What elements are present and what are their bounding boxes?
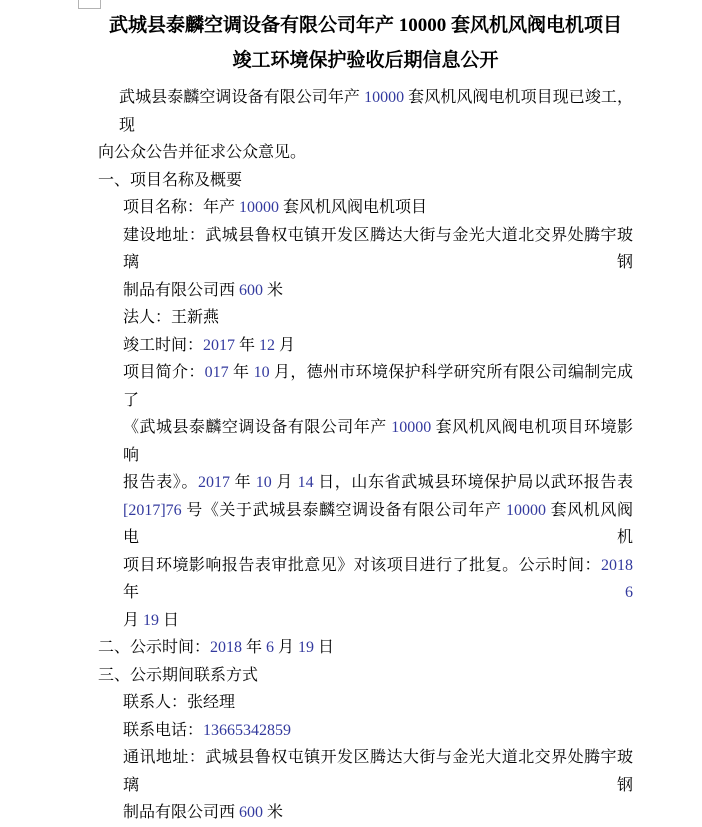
numeric-text: 2018 bbox=[601, 556, 633, 574]
numeric-text: 10000 bbox=[364, 89, 405, 106]
document-line: 武城县泰麟空调设备有限公司年产 10000 套风机风阀电机项目现已竣工，现 bbox=[119, 89, 633, 134]
numeric-text: 2017 bbox=[198, 474, 230, 491]
numeric-text: 2018 bbox=[210, 639, 243, 656]
document-line: 联系电话：13665342859 bbox=[123, 721, 292, 739]
document-line: 二、公示时间：2018 年 6 月 19 日 bbox=[98, 639, 335, 656]
document-line: 三、公示期间联系方式 bbox=[98, 666, 259, 684]
numeric-text: 6 bbox=[625, 584, 633, 601]
numeric-text: 19 bbox=[143, 611, 160, 629]
document-line: 制品有限公司西 600 米 bbox=[123, 281, 284, 299]
document-line: [2017]76 号《关于武城县泰麟空调设备有限公司年产 10000 套风机风阀电机 bbox=[123, 501, 633, 546]
document-line: 法人：王新燕 bbox=[123, 309, 220, 326]
document-line: 竣工时间：2017 年 12 月 bbox=[123, 336, 296, 354]
document-line: 一、项目名称及概要 bbox=[98, 171, 243, 189]
document-line: 通讯地址：武城县鲁权屯镇开发区腾达大街与金光大道北交界处腾宇玻璃钢 bbox=[123, 749, 633, 794]
numeric-text: 12 bbox=[259, 336, 276, 354]
document-line: 项目简介：017 年 10 月，德州市环境保护科学研究所有限公司编制完成了 bbox=[123, 364, 633, 409]
numeric-text: 600 bbox=[239, 804, 264, 821]
page-top-marker bbox=[78, 0, 101, 9]
numeric-text: 2017 bbox=[203, 336, 236, 354]
document-line: 月 19 日 bbox=[123, 611, 180, 629]
document-line: 《武城县泰麟空调设备有限公司年产 10000 套风机风阀电机项目环境影响 bbox=[123, 419, 633, 464]
numeric-text: 14 bbox=[297, 474, 314, 491]
numeric-text: 19 bbox=[298, 639, 315, 656]
document-line: 向公众公告并征求公众意见。 bbox=[98, 144, 307, 161]
numeric-text: 13665342859 bbox=[203, 721, 292, 739]
numeric-text: 10000 bbox=[239, 199, 280, 216]
numeric-text: [2017]76 bbox=[123, 501, 182, 519]
document-line: 建设地址：武城县鲁权屯镇开发区腾达大街与金光大道北交界处腾宇玻璃钢 bbox=[123, 226, 633, 271]
numeric-text: 017 bbox=[204, 364, 229, 381]
numeric-text: 6 bbox=[266, 639, 275, 656]
document-title-line-2: 竣工环境保护验收后期信息公开 bbox=[232, 50, 499, 71]
numeric-text: 600 bbox=[239, 281, 264, 299]
numeric-text: 10000 bbox=[506, 501, 547, 519]
document-line: 报告表》。2017 年 10 月 14 日，山东省武城县环境保护局以武环报告表 bbox=[123, 474, 633, 491]
document-line: 联系人：张经理 bbox=[123, 694, 236, 711]
document-body bbox=[98, 84, 633, 827]
numeric-text: 10 bbox=[255, 474, 272, 491]
numeric-text: 10000 bbox=[391, 419, 432, 436]
document-title-line-1: 武城县泰麟空调设备有限公司年产 10000 套风机风阀电机项目 bbox=[108, 15, 622, 36]
document-line: 项目环境影响报告表审批意见》对该项目进行了批复。公示时间：2018 年 6 bbox=[123, 556, 633, 601]
document-line: 制品有限公司西 600 米 bbox=[123, 804, 284, 821]
numeric-text: 10 bbox=[253, 364, 270, 381]
document-line: 项目名称：年产 10000 套风机风阀电机项目 bbox=[123, 199, 428, 216]
